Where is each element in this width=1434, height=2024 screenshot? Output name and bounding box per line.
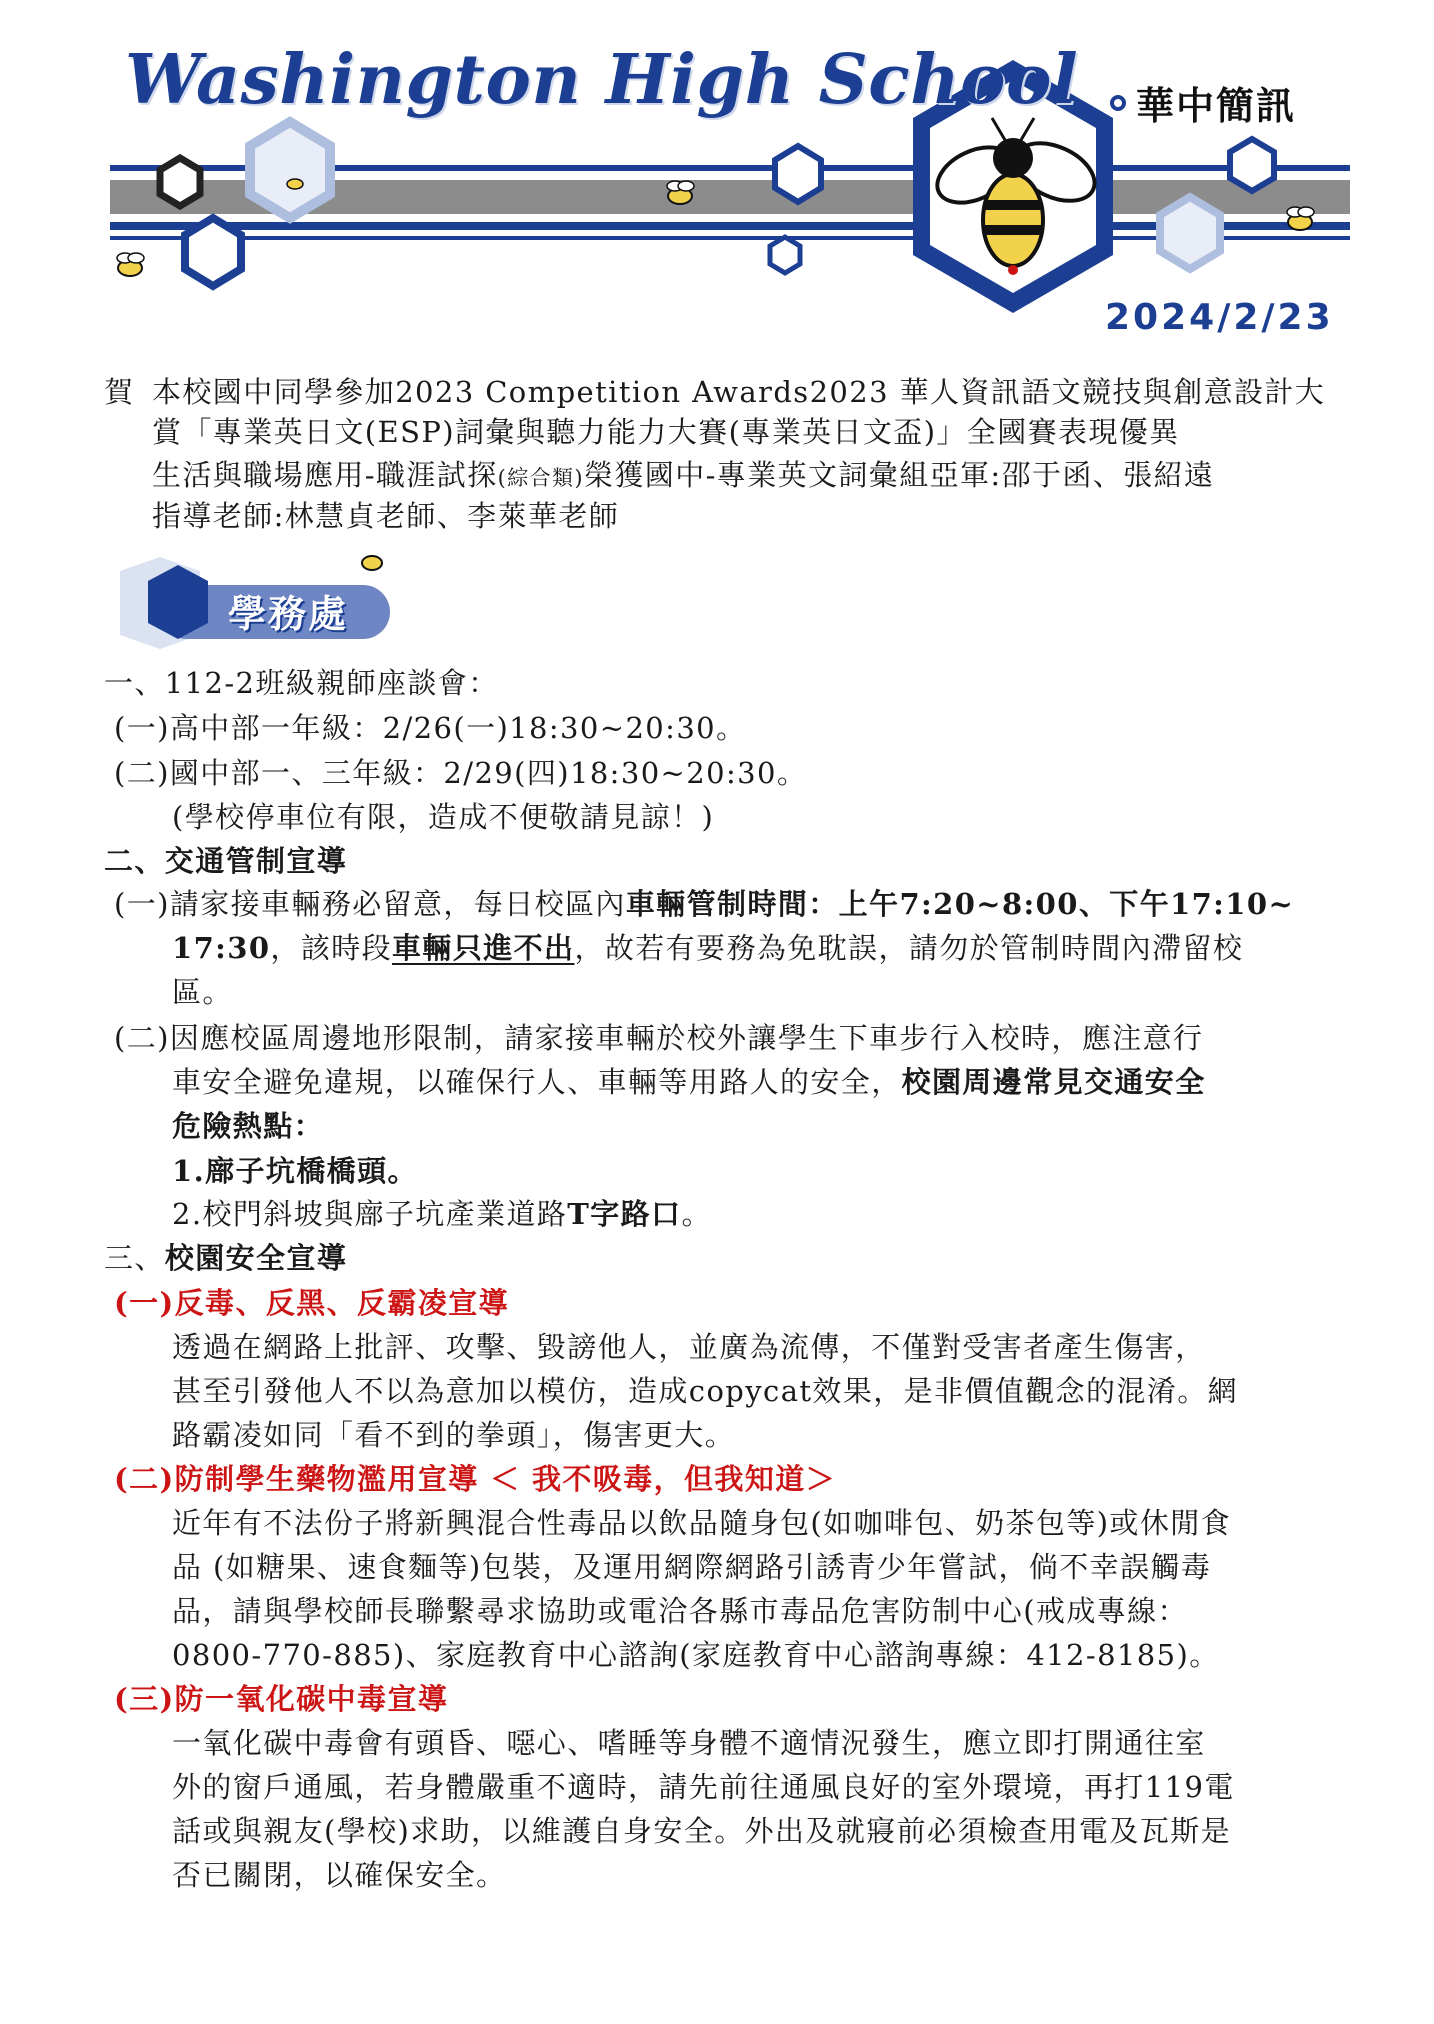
safety-subtitle-1: (一)反毒、反黑、反霸凌宣導 [114,1286,510,1320]
item1-sub2: (二)國中部一、三年級：2/29(四)18:30~20:30。 [114,756,808,790]
item1-sub1: (一)高中部一年級：2/26(一)18:30~20:30。 [114,711,747,745]
safety-3-line3: 話或與親友(學校)求助，以維護自身安全。外出及就寢前必須檢查用電及瓦斯是 [172,1814,1232,1848]
safety-3-line1: 一氧化碳中毒會有頭昏、噁心、嗜睡等身體不適情況發生，應立即打開通往室 [172,1726,1206,1760]
congrats-line-3: 生活與職場應用-職涯試探(綜合類)榮獲國中-專業英文詞彙組亞軍:邵于函、張紹遠 [152,458,1215,492]
safety-2-line4: 0800-770-885)、家庭教育中心諮詢(家庭教育中心諮詢專線：412-8185)。 [172,1638,1220,1672]
item2-p1-line1: (一)請家接車輛務必留意，每日校區內車輛管制時間：上午7:20~8:00、下午17:10~ [114,887,1295,921]
item2-p2-line3: 危險熱點： [172,1109,325,1143]
item1-heading: 一、112-2班級親師座談會： [104,666,499,700]
section-title: 學務處 [228,592,349,636]
newsletter-title: 華中簡訊 [1136,84,1297,128]
hotspot-1: 1.廍子坑橋橋頭。 [172,1154,418,1188]
congrats-line-2: 賞「專業英日文(ESP)詞彙與聽力能力大賽(專業英日文盃)」全國賽表現優異 [152,415,1180,449]
safety-2-line2: 品 (如糖果、速食麵等)包裝，及運用網際網路引誘青少年嘗試，倘不幸誤觸毒 [172,1550,1212,1584]
issue-date: 2024/2/23 [1105,297,1334,338]
item2-p2-line1: (二)因應校區周邊地形限制，請家接車輛於校外讓學生下車步行入校時，應注意行 [114,1021,1204,1055]
school-name: Washington High School [125,40,1079,120]
hotspot-2: 2.校門斜坡與廍子坑產業道路T字路口。 [172,1197,712,1231]
congrats-line-4: 指導老師:林慧貞老師、李萊華老師 [152,499,620,533]
item2-p1-line3: 區。 [172,975,233,1009]
header-banner [0,0,1434,370]
section-badge [100,553,400,653]
item1-note: (學校停車位有限，造成不便敬請見諒！) [172,800,715,834]
safety-1-line2: 甚至引發他人不以為意加以模仿，造成copycat效果，是非價值觀念的混淆。網 [172,1374,1239,1408]
congrats-line-1: 本校國中同學參加2023 Competition Awards2023 華人資訊語文競技與創意設計大 [152,375,1326,409]
item2-p1-line2: 17:30，該時段車輛只進不出，故若有要務為免耽誤，請勿於管制時間內滯留校 [172,931,1244,965]
safety-3-line2: 外的窗戶通風，若身體嚴重不適時，請先前往通風良好的室外環境，再打119電 [172,1770,1235,1804]
safety-subtitle-3: (三)防一氧化碳中毒宣導 [114,1682,449,1716]
safety-1-line1: 透過在網路上批評、攻擊、毀謗他人，並廣為流傳，不僅對受害者產生傷害， [172,1330,1206,1364]
circle-dot-icon [1110,95,1126,111]
safety-3-line4: 否已關閉，以確保安全。 [172,1858,507,1892]
safety-2-line3: 品，請與學校師長聯繫尋求協助或電洽各縣市毒品危害防制中心(戒成專線： [172,1594,1188,1628]
congrats-mark: 賀 [104,375,135,409]
item2-p2-line2: 車安全避免違規，以確保行人、車輛等用路人的安全，校園周邊常見交通安全 [172,1065,1206,1099]
newsletter-brand [1110,75,1296,130]
item2-heading: 二、交通管制宣導 [104,844,348,878]
safety-1-line3: 路霸凌如同「看不到的拳頭」，傷害更大。 [172,1418,736,1452]
item3-heading: 三、校園安全宣導 [104,1241,348,1275]
safety-2-line1: 近年有不法份子將新興混合性毒品以飲品隨身包(如咖啡包、奶茶包等)或休閒食 [172,1506,1232,1540]
safety-subtitle-2: (二)防制學生藥物濫用宣導 ＜ 我不吸毒，但我知道＞ [114,1462,837,1496]
